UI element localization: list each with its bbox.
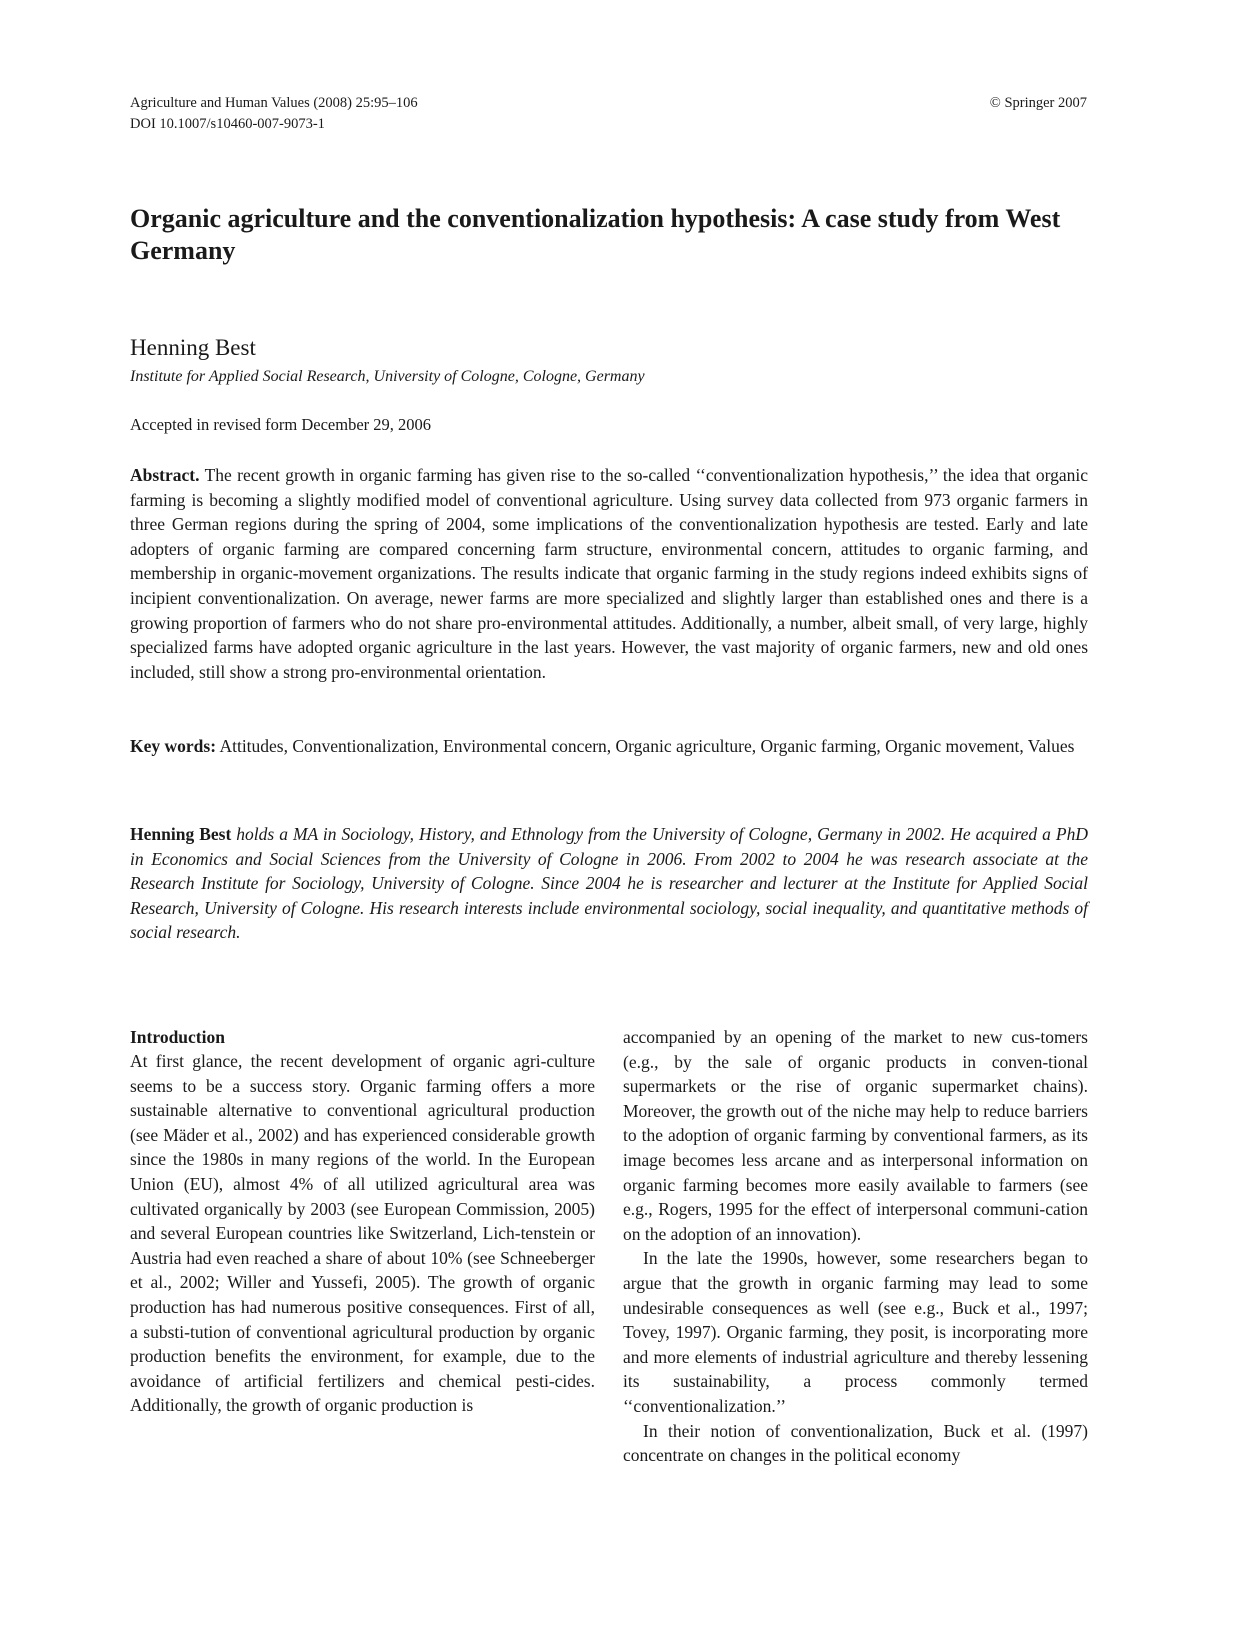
article-title: Organic agriculture and the conventionalization hypothesis: A case study from West Germany xyxy=(130,204,1061,265)
keywords-text: Attitudes, Conventionalization, Environmental concern, Organic agriculture, Organic farming, Organic movement, Values xyxy=(219,736,1075,756)
bio-name: Henning Best xyxy=(130,824,232,844)
paragraph: In their notion of conventionalization, Buck et al. (1997) concentrate on changes in the political economy xyxy=(623,1420,1088,1466)
left-column xyxy=(130,1025,595,1418)
author-affiliation: Institute for Applied Social Research, University of Cologne, Cologne, Germany xyxy=(130,368,645,385)
paragraph: In the late the 1990s, however, some researchers began to argue that the growth in organic farming may lead to some undesirable consequences as well (see e.g., Buck et al., 1997; Tovey, 1997). Organic farming, they posit, is incorporating more and more elements of industrial agriculture and thereby lessening its sustainability, a process commonly termed ‘‘conventionalization.’’ xyxy=(623,1248,1088,1416)
journal-citation: Agriculture and Human Values (2008) 25:95–106 xyxy=(130,95,418,111)
bio-text: holds a MA in Sociology, History, and Ethnology from the University of Cologne, Germany in 2002. He acquired a PhD in Economics and Social Sciences from the University of Cologne in 2006. From 2002 to 2004 he was research associate at the Research Institute for Sociology, University of Cologne. Since 2004 he is researcher and lecturer at the Institute for Applied Social Research, University of Cologne. His research interests include environmental sociology, social inequality, and quantitative methods of social research. xyxy=(130,824,1089,943)
keywords-label: Key words: xyxy=(130,736,217,756)
author-bio xyxy=(130,822,1088,945)
abstract-text: The recent growth in organic farming has given rise to the so-called ‘‘conventionalization hypothesis,’’ the idea that organic farming is becoming a slightly modified model of conventional agriculture. Using survey data collected from 973 organic farmers in three German regions during the spring of 2004, some implications of the conventionalization hypothesis are tested. Early and late adopters of organic farming are compared concerning farm structure, environmental concern, attitudes to organic farming, and membership in organic-movement organizations. The results indicate that organic farming in the study regions indeed exhibits signs of incipient conventionalization. On average, newer farms are more specialized and slightly larger than established ones and there is a growing proportion of farmers who do not share pro-environmental attitudes. Additionally, a number, albeit small, of very large, highly specialized farms have adopted organic agriculture in the last years. However, the vast majority of organic farmers, new and old ones included, still show a strong pro-environmental orientation. xyxy=(130,465,1088,682)
paragraph: At first glance, the recent development of organic agri-culture seems to be a success story. Organic farming offers a more sustainable alternative to conventional agricultural production (see Mäder et al., 2002) and has experienced considerable growth since the 1980s in many regions of the world. In the European Union (EU), almost 4% of all utilized agricultural area was cultivated organically by 2003 (see European Commission, 2005) and several European countries like Switzerland, Lich-tenstein or Austria had even reached a share of about 10% (see Schneeberger et al., 2002; Willer and Yussefi, 2005). The growth of organic production has had numerous positive consequences. First of all, a substi-tution of conventional agricultural production by organic production benefits the environment, for example, due to the avoidance of artificial fertilizers and chemical pesti-cides. Additionally, the growth of organic production is xyxy=(130,1051,595,1416)
abstract-label: Abstract. xyxy=(130,465,200,485)
copyright: © Springer 2007 xyxy=(989,95,1087,111)
keywords xyxy=(130,734,1088,759)
paragraph: accompanied by an opening of the market to new cus-tomers (e.g., by the sale of organic products in conven-tional supermarkets or the rise of organic supermarket chains). Moreover, the growth out of the niche may help to reduce barriers to the adoption of organic farming by conventional farmers, as its image becomes less arcane and as interpersonal information on organic farming becomes more easily available to farmers (see e.g., Rogers, 1995 for the effect of interpersonal communi-cation on the adoption of an innovation). xyxy=(623,1027,1088,1244)
author-name: Henning Best xyxy=(130,335,256,360)
right-column xyxy=(623,1025,1088,1468)
section-heading: Introduction xyxy=(130,1027,225,1047)
doi: DOI 10.1007/s10460-007-9073-1 xyxy=(130,116,325,132)
accepted-date: Accepted in revised form December 29, 2006 xyxy=(130,415,432,434)
journal-header xyxy=(130,93,418,135)
abstract xyxy=(130,463,1088,684)
